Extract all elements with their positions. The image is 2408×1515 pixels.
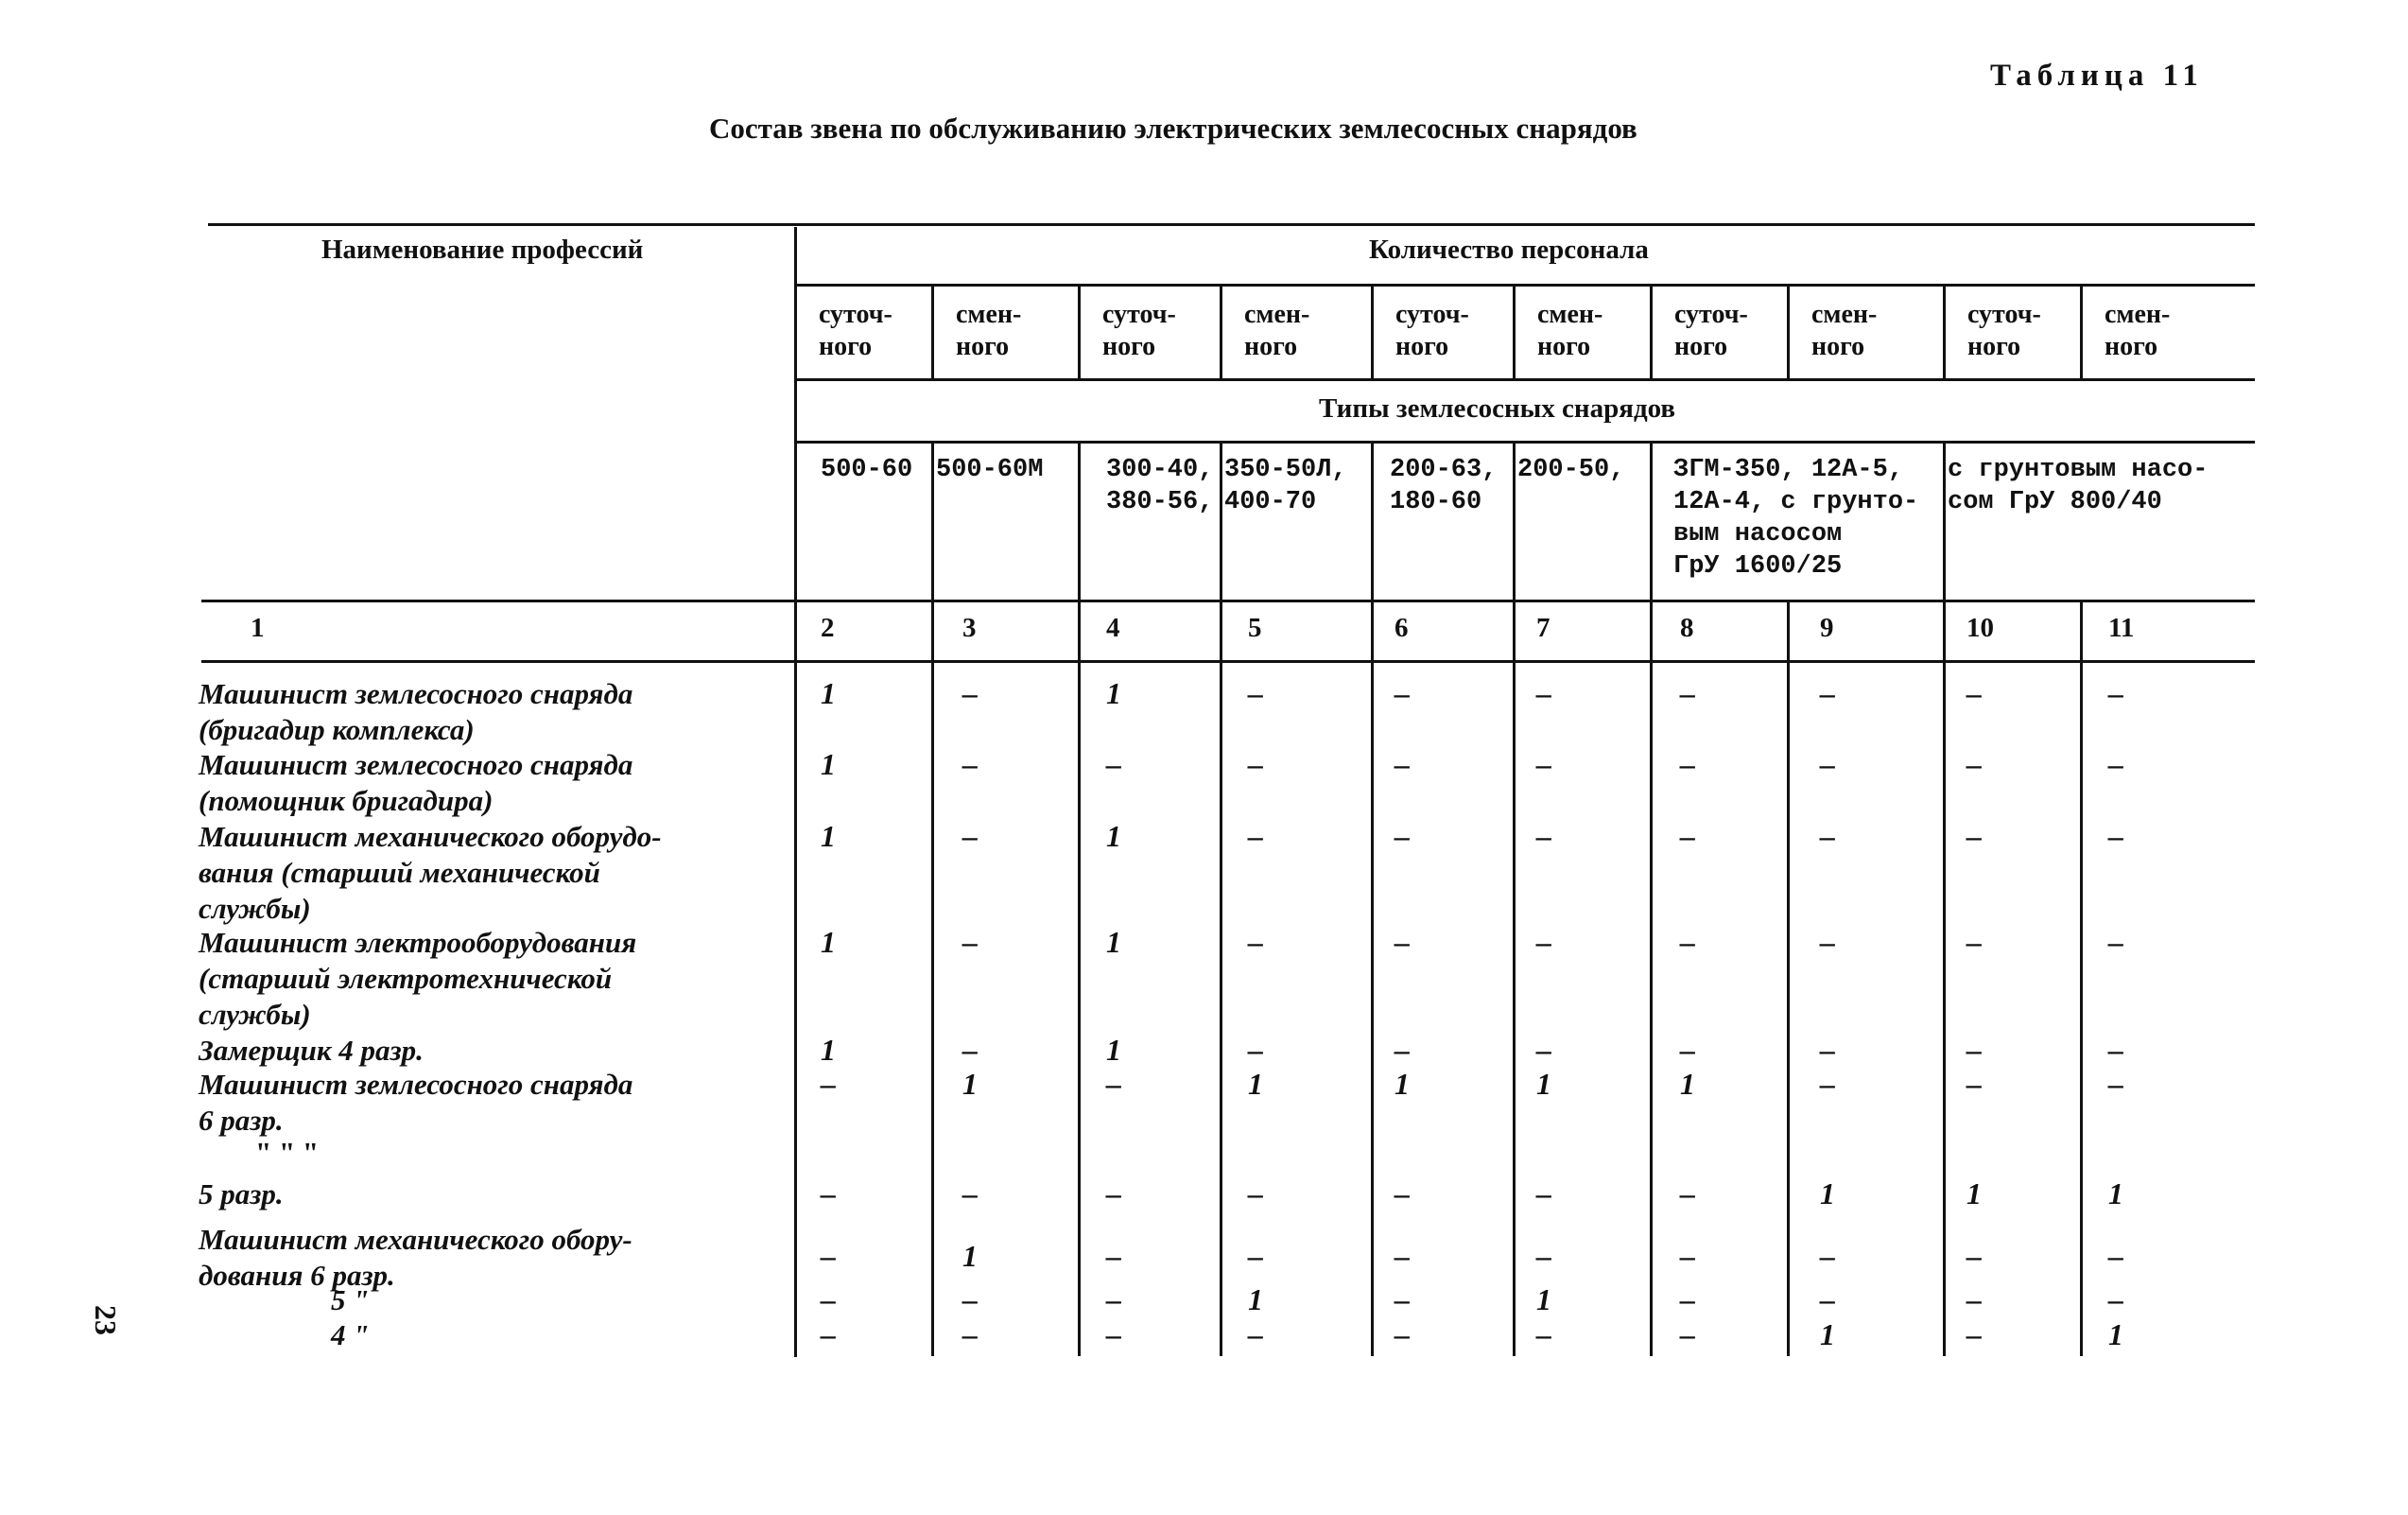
table-cell: 1 bbox=[1248, 1282, 1263, 1316]
table-cell: 1 bbox=[962, 1067, 978, 1101]
table-cell: – bbox=[1248, 747, 1263, 781]
quantity-header: Количество персонала bbox=[1369, 235, 1649, 265]
table-cell: – bbox=[1395, 1239, 1410, 1273]
table-cell: – bbox=[1536, 1239, 1551, 1273]
type-divider bbox=[1078, 441, 1081, 600]
shift-label: смен- ного bbox=[1244, 300, 1310, 361]
table-cell: – bbox=[2108, 1067, 2123, 1101]
table-cell: 1 bbox=[1680, 1067, 1695, 1101]
table-cell: – bbox=[962, 747, 978, 781]
table-cell: 1 bbox=[1106, 819, 1121, 853]
types-bottom-rule bbox=[797, 441, 2255, 444]
table-cell: – bbox=[1536, 676, 1551, 710]
table-cell: 1 bbox=[821, 747, 836, 781]
table-cell: – bbox=[1966, 747, 1982, 781]
shift-divider bbox=[2080, 284, 2083, 378]
profession-name: Машинист землесосного снаряда (бригадир комплекса) bbox=[199, 677, 633, 746]
body-column-divider bbox=[1650, 600, 1653, 1356]
table-cell: – bbox=[1966, 1067, 1982, 1101]
table-cell: – bbox=[1248, 819, 1263, 853]
table-cell: – bbox=[1680, 747, 1695, 781]
body-column-divider bbox=[1078, 600, 1081, 1356]
table-cell: 1 bbox=[1395, 1067, 1410, 1101]
column-number: 8 bbox=[1680, 613, 1694, 643]
table-cell: – bbox=[1966, 1282, 1982, 1316]
table-cell: – bbox=[1966, 676, 1982, 710]
shift-label: смен- ного bbox=[1537, 300, 1603, 361]
dredge-type: 300-40, 380-56, bbox=[1106, 456, 1214, 516]
body-column-divider bbox=[2080, 600, 2083, 1356]
shift-divider bbox=[1943, 284, 1946, 378]
column-number: 2 bbox=[821, 613, 835, 643]
numbers-bottom-rule bbox=[201, 660, 2255, 663]
profession-name: 5 " bbox=[331, 1283, 370, 1316]
shift-divider bbox=[1650, 284, 1653, 378]
shift-label: суточ- ного bbox=[819, 300, 892, 361]
table-cell: 1 bbox=[1106, 1033, 1121, 1067]
column-number: 4 bbox=[1106, 613, 1120, 643]
header-bottom-rule bbox=[201, 600, 2255, 602]
table-cell: – bbox=[1966, 1317, 1982, 1351]
type-divider bbox=[931, 441, 934, 600]
table-cell: – bbox=[1536, 1176, 1551, 1210]
shift-label: смен- ного bbox=[2105, 300, 2171, 361]
table-cell: – bbox=[1680, 1282, 1695, 1316]
shift-label: смен- ного bbox=[956, 300, 1022, 361]
table-cell: – bbox=[2108, 1239, 2123, 1273]
table-cell: – bbox=[1395, 1317, 1410, 1351]
type-divider bbox=[1943, 441, 1946, 600]
table-cell: – bbox=[1536, 819, 1551, 853]
shift-label: суточ- ного bbox=[1674, 300, 1748, 361]
table-cell: – bbox=[821, 1282, 836, 1316]
table-cell: – bbox=[1680, 676, 1695, 710]
table-cell: 1 bbox=[1820, 1317, 1835, 1351]
table-cell: – bbox=[1536, 1033, 1551, 1067]
profession-name: Замерщик 4 разр. bbox=[199, 1034, 424, 1067]
table-cell: – bbox=[1536, 747, 1551, 781]
shift-top-rule bbox=[797, 284, 2255, 287]
table-cell: 1 bbox=[2108, 1317, 2123, 1351]
table-cell: – bbox=[1820, 1282, 1835, 1316]
table-cell: – bbox=[1680, 1033, 1695, 1067]
table-cell: – bbox=[2108, 819, 2123, 853]
table-cell: 1 bbox=[1536, 1067, 1551, 1101]
table-cell: – bbox=[1680, 819, 1695, 853]
profession-name: Машинист землесосного снаряда 6 разр. bbox=[199, 1068, 633, 1137]
table-cell: – bbox=[2108, 925, 2123, 959]
dredge-type: 200-50, bbox=[1517, 456, 1625, 484]
shift-divider bbox=[931, 284, 934, 378]
profession-name: 5 разр. bbox=[199, 1177, 284, 1210]
table-cell: – bbox=[1395, 1033, 1410, 1067]
profession-name: 4 " bbox=[331, 1318, 370, 1351]
table-cell: – bbox=[1680, 1239, 1695, 1273]
table-cell: – bbox=[962, 819, 978, 853]
body-column-divider bbox=[1371, 600, 1374, 1356]
table-cell: – bbox=[962, 1033, 978, 1067]
table-cell: – bbox=[1680, 1176, 1695, 1210]
table-cell: – bbox=[2108, 1282, 2123, 1316]
table-cell: – bbox=[962, 676, 978, 710]
table-cell: – bbox=[821, 1239, 836, 1273]
shift-divider bbox=[1513, 284, 1516, 378]
shift-divider bbox=[1787, 284, 1790, 378]
types-header: Типы землесосных снарядов bbox=[1319, 393, 1676, 424]
profession-name: Машинист электрооборудования (старший электротехнической службы) bbox=[199, 926, 637, 1031]
column-number: 3 bbox=[962, 613, 977, 643]
table-cell: – bbox=[1395, 925, 1410, 959]
table-cell: – bbox=[1820, 819, 1835, 853]
table-cell: – bbox=[1820, 747, 1835, 781]
table-cell: – bbox=[1966, 1033, 1982, 1067]
table-cell: – bbox=[1248, 1033, 1263, 1067]
table-cell: – bbox=[1820, 676, 1835, 710]
table-cell: – bbox=[1820, 925, 1835, 959]
table-cell: 1 bbox=[1106, 676, 1121, 710]
table-cell: 1 bbox=[1106, 925, 1121, 959]
body-column-divider bbox=[1943, 600, 1946, 1356]
table-cell: – bbox=[1106, 1239, 1121, 1273]
table-cell: – bbox=[1680, 1317, 1695, 1351]
table-cell: – bbox=[2108, 747, 2123, 781]
dredge-type: с грунтовым насо- сом ГрУ 800/40 bbox=[1948, 456, 2209, 516]
table-cell: – bbox=[1106, 1282, 1121, 1316]
table-cell: 1 bbox=[1248, 1067, 1263, 1101]
table-cell: – bbox=[1248, 1317, 1263, 1351]
table-cell: – bbox=[1106, 747, 1121, 781]
dredge-type: 350-50Л, 400-70 bbox=[1224, 456, 1347, 516]
table-cell: – bbox=[1680, 925, 1695, 959]
table-cell: – bbox=[1395, 747, 1410, 781]
column-number: 9 bbox=[1820, 613, 1834, 643]
table-cell: – bbox=[1395, 819, 1410, 853]
profession-name: " " " bbox=[255, 1136, 320, 1169]
table-title: Состав звена по обслуживанию электрических землесосных снарядов bbox=[709, 112, 1637, 145]
column-number: 5 bbox=[1248, 613, 1262, 643]
table-cell: 1 bbox=[821, 1033, 836, 1067]
table-cell: – bbox=[1395, 676, 1410, 710]
table-cell: – bbox=[821, 1067, 836, 1101]
table-cell: 1 bbox=[2108, 1176, 2123, 1210]
table-cell: – bbox=[1966, 925, 1982, 959]
table-cell: – bbox=[1106, 1067, 1121, 1101]
profession-name: Машинист землесосного снаряда (помощник бригадира) bbox=[199, 748, 633, 817]
table-number: Таблица 11 bbox=[1990, 59, 2204, 93]
table-cell: – bbox=[962, 925, 978, 959]
table-cell: – bbox=[1395, 1176, 1410, 1210]
table-cell: 1 bbox=[962, 1239, 978, 1273]
type-divider bbox=[1371, 441, 1374, 600]
table-cell: – bbox=[1106, 1176, 1121, 1210]
table-cell: – bbox=[821, 1176, 836, 1210]
shift-label: суточ- ного bbox=[1395, 300, 1469, 361]
dredge-type: ЗГМ-350, 12А-5, 12А-4, с грунто- вым насосом ГрУ 1600/25 bbox=[1673, 456, 1919, 581]
shift-label: суточ- ного bbox=[1102, 300, 1176, 361]
column-number: 1 bbox=[251, 613, 265, 643]
table-cell: – bbox=[1966, 1239, 1982, 1273]
table-cell: – bbox=[1248, 925, 1263, 959]
table-cell: 1 bbox=[821, 819, 836, 853]
top-rule bbox=[208, 223, 2255, 226]
body-column-divider bbox=[931, 600, 934, 1356]
shift-divider bbox=[1078, 284, 1081, 378]
table-cell: 1 bbox=[1536, 1282, 1551, 1316]
shift-bottom-rule bbox=[797, 378, 2255, 381]
table-cell: – bbox=[1820, 1067, 1835, 1101]
table-cell: – bbox=[1248, 1176, 1263, 1210]
table-cell: – bbox=[1820, 1239, 1835, 1273]
body-column-divider bbox=[1513, 600, 1516, 1356]
column-number: 7 bbox=[1536, 613, 1550, 643]
body-column-divider bbox=[1787, 600, 1790, 1356]
shift-label: суточ- ного bbox=[1967, 300, 2041, 361]
table-cell: – bbox=[1536, 925, 1551, 959]
table-cell: 1 bbox=[1966, 1176, 1982, 1210]
dredge-type: 500-60М bbox=[936, 456, 1044, 484]
column-number: 11 bbox=[2108, 613, 2135, 643]
table-cell: – bbox=[2108, 1033, 2123, 1067]
profession-name: Машинист механического обору- дования 6 разр. bbox=[199, 1223, 632, 1292]
body-column-divider bbox=[1220, 600, 1222, 1356]
dredge-type: 500-60 bbox=[821, 456, 913, 484]
type-divider bbox=[1513, 441, 1516, 600]
column-number: 6 bbox=[1395, 613, 1409, 643]
shift-label: смен- ного bbox=[1811, 300, 1878, 361]
dredge-type: 200-63, 180-60 bbox=[1390, 456, 1498, 516]
table-cell: – bbox=[962, 1317, 978, 1351]
shift-divider bbox=[1371, 284, 1374, 378]
column-number: 10 bbox=[1966, 613, 1994, 643]
table-cell: – bbox=[1536, 1317, 1551, 1351]
profession-header: Наименование профессий bbox=[321, 235, 644, 265]
type-divider bbox=[1220, 441, 1222, 600]
page-number: 23 bbox=[89, 1305, 123, 1335]
table-cell: – bbox=[2108, 676, 2123, 710]
table-cell: – bbox=[1820, 1033, 1835, 1067]
table-cell: 1 bbox=[1820, 1176, 1835, 1210]
table-cell: 1 bbox=[821, 676, 836, 710]
table-cell: – bbox=[1106, 1317, 1121, 1351]
table-cell: – bbox=[1248, 1239, 1263, 1273]
shift-divider bbox=[1220, 284, 1222, 378]
type-divider bbox=[1650, 441, 1653, 600]
table-cell: – bbox=[1395, 1282, 1410, 1316]
table-cell: – bbox=[962, 1282, 978, 1316]
table-cell: – bbox=[1966, 819, 1982, 853]
table-cell: – bbox=[821, 1317, 836, 1351]
table-cell: – bbox=[962, 1176, 978, 1210]
table-cell: – bbox=[1248, 676, 1263, 710]
table-cell: 1 bbox=[821, 925, 836, 959]
profession-column-divider bbox=[794, 227, 797, 1357]
profession-name: Машинист механического оборудо- вания (старший механической службы) bbox=[199, 820, 662, 925]
